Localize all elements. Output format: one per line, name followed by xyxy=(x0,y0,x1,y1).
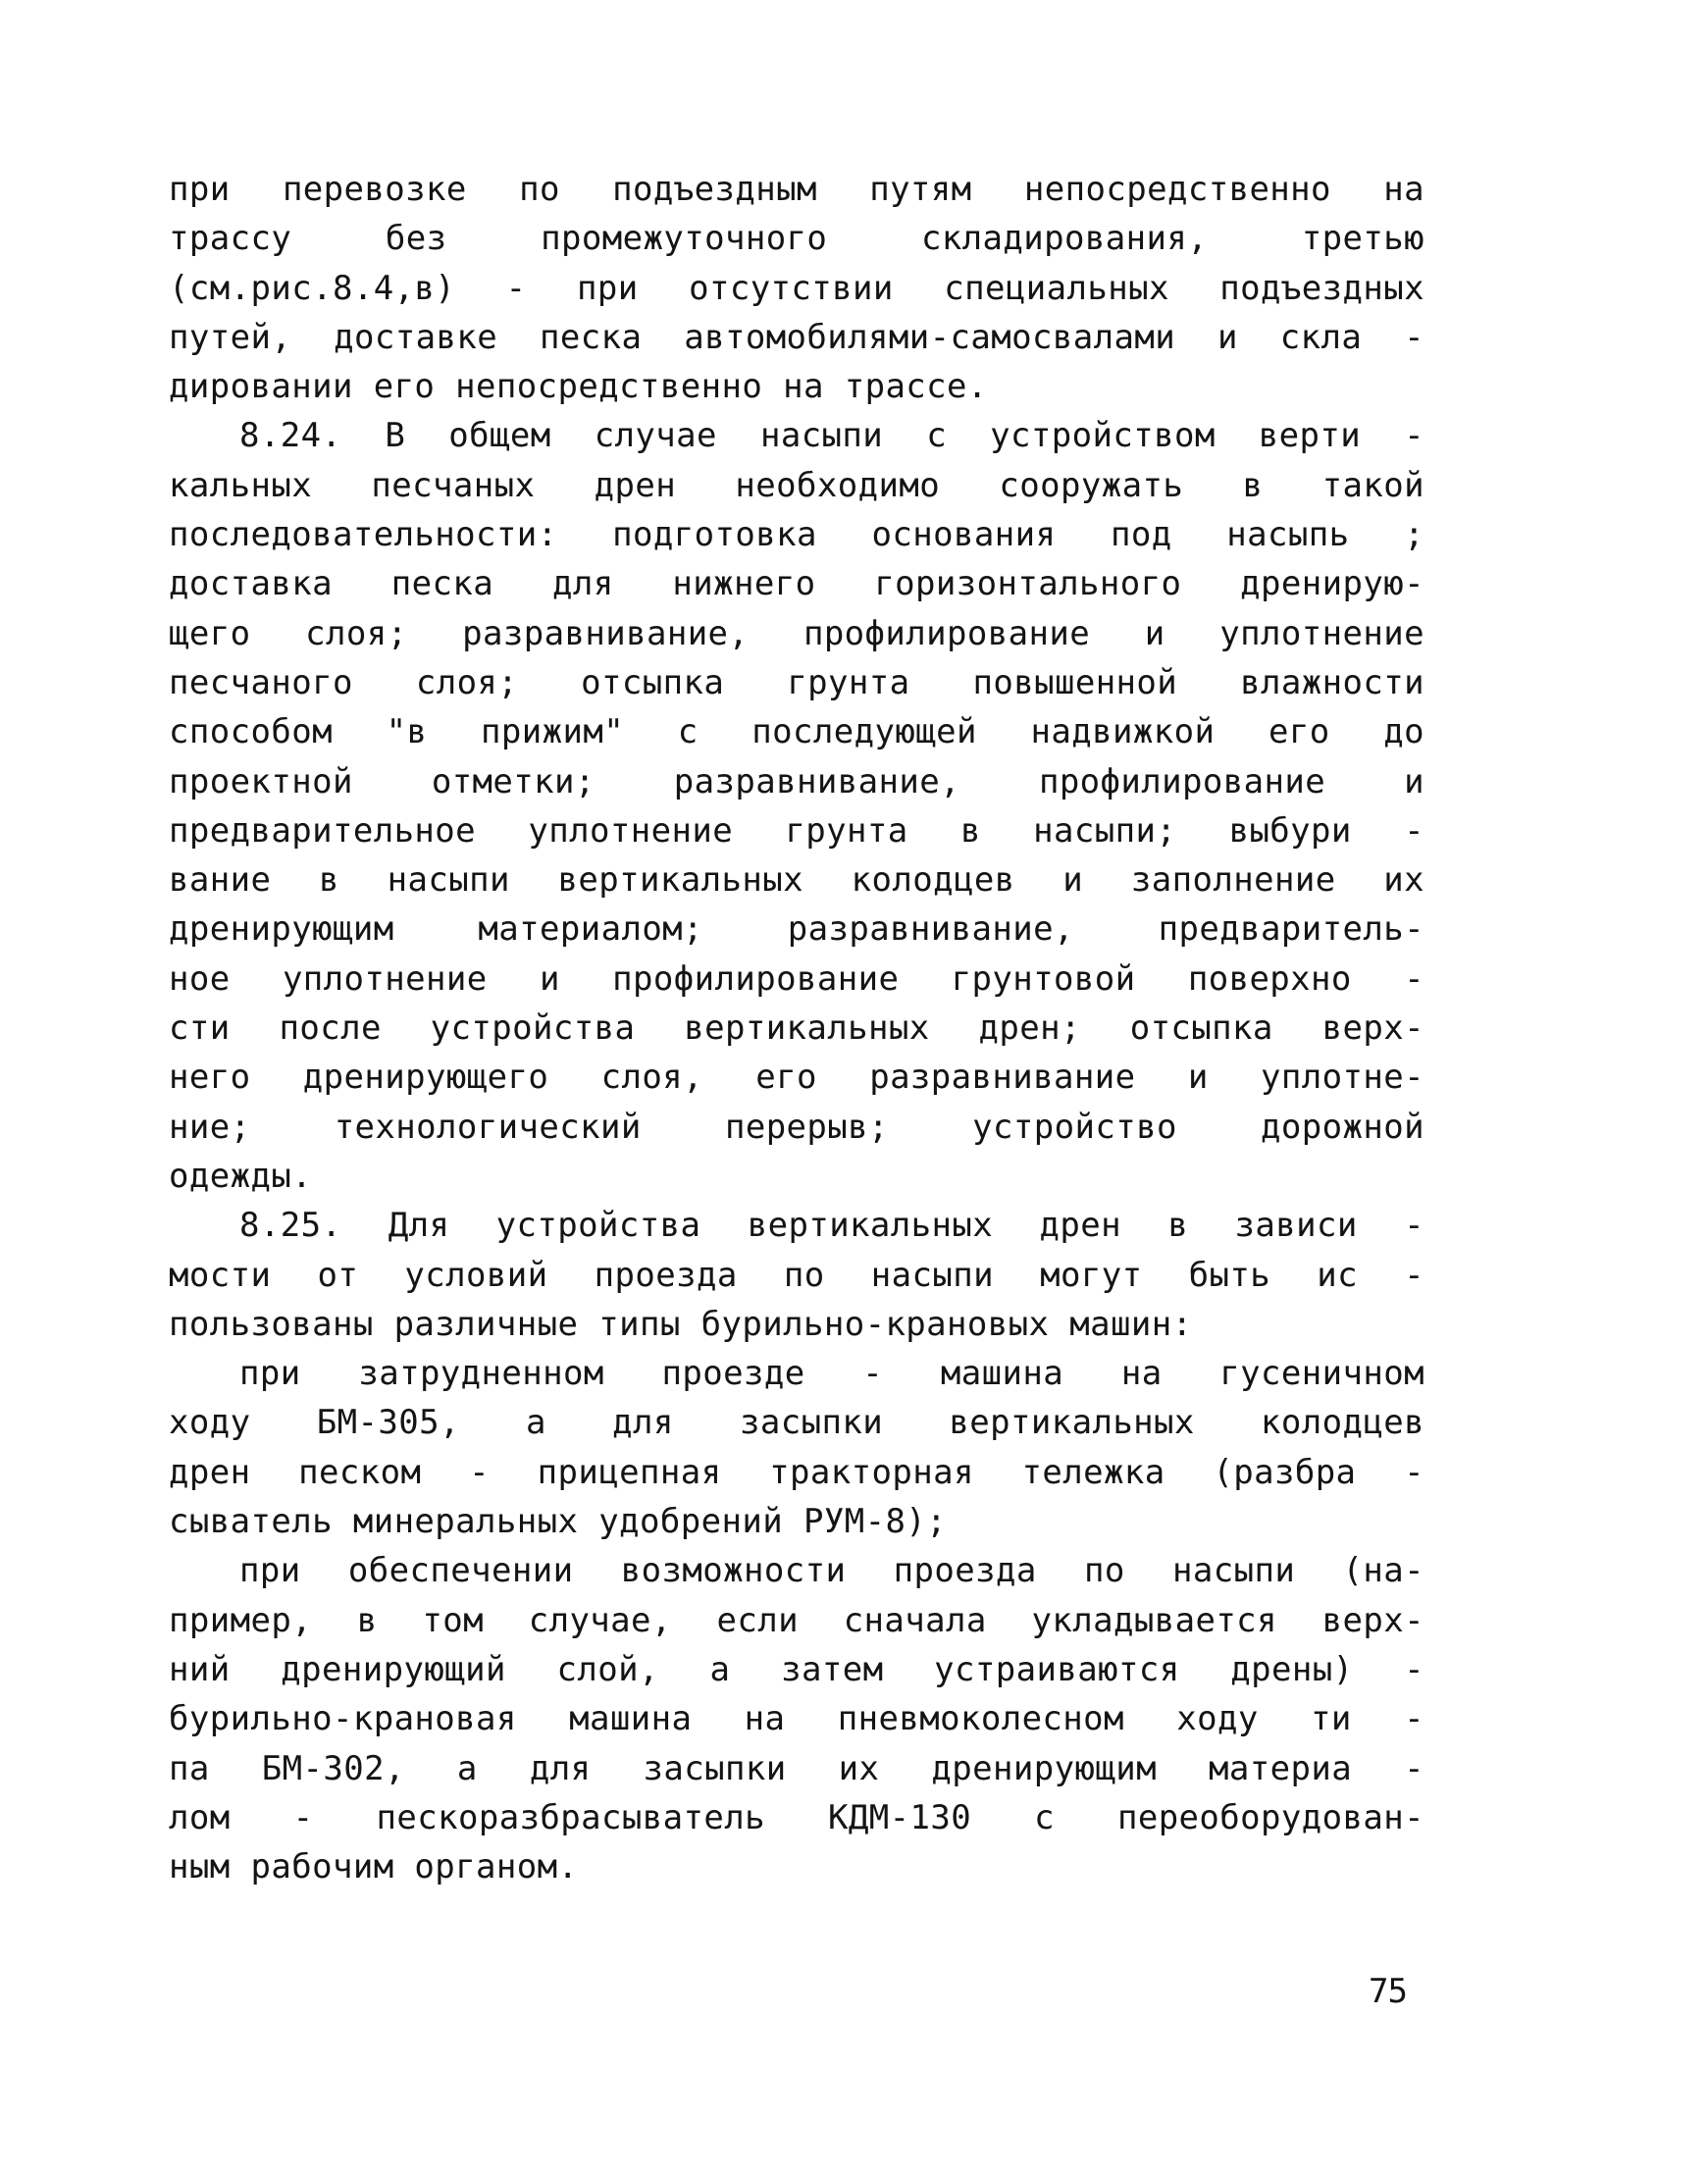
text-line: ние; технологический перерыв; устройство дорожной xyxy=(169,1107,1424,1147)
text-line: бурильно-крановая машина на пневмоколесном ходу ти - xyxy=(169,1699,1424,1739)
text-line: проектной отметки; разравнивание, профилирование и xyxy=(169,761,1424,801)
text-line: ное уплотнение и профилирование грунтовой поверхно - xyxy=(169,958,1424,999)
text-line: ходу БМ-305, а для засыпки вертикальных колодцев xyxy=(169,1403,1424,1443)
text-line: способом "в прижим" с последующей надвижкой его до xyxy=(169,712,1424,752)
text-line: трассу без промежуточного складирования, третью xyxy=(169,219,1424,259)
text-line: доставка песка для нижнего горизонтального дренирую- xyxy=(169,564,1424,604)
text-line: при перевозке по подъездным путям непосредственно на xyxy=(169,170,1424,209)
text-line: ний дренирующий слой, а затем устраиваются дрены) - xyxy=(169,1649,1424,1689)
text-line: последовательности: подготовка основания под насыпь ; xyxy=(169,515,1424,555)
text-line: одежды. xyxy=(169,1156,313,1196)
text-line: ным рабочим органом. xyxy=(169,1847,579,1887)
text-line: мости от условий проезда по насыпи могут быть ис - xyxy=(169,1255,1424,1295)
text-line: него дренирующего слоя, его разравнивание и уплотне- xyxy=(169,1058,1424,1098)
text-line: дренирующим материалом; разравнивание, предваритель- xyxy=(169,909,1424,950)
text-line: при обеспечении возможности проезда по насыпи (на- xyxy=(239,1551,1424,1591)
text-line: предварительное уплотнение грунта в насыпи; выбури - xyxy=(169,810,1424,851)
text-line: пример, в том случае, если сначала укладывается верх- xyxy=(169,1600,1424,1640)
text-line: (см.рис.8.4,в) - при отсутствии специальных подъездных xyxy=(169,268,1424,308)
text-line: лом - пескоразбрасыватель КДМ-130 с переоборудован- xyxy=(169,1797,1424,1837)
page-number: 75 xyxy=(1369,1972,1407,2011)
text-line: дировании его непосредственно на трассе. xyxy=(169,367,988,407)
text-line: при затрудненном проезде - машина на гусеничном xyxy=(239,1354,1424,1394)
text-line: сти после устройства вертикальных дрен; отсыпка верх- xyxy=(169,1008,1424,1049)
text-line: дрен песком - прицепная тракторная тележка (разбра - xyxy=(169,1452,1424,1492)
text-line: пользованы различные типы бурильно-крановых машин: xyxy=(169,1304,1193,1344)
text-line: 8.25. Для устройства вертикальных дрен в зависи - xyxy=(239,1206,1424,1246)
text-line: песчаного слоя; отсыпка грунта повышенной влажности xyxy=(169,662,1424,702)
text-line: кальных песчаных дрен необходимо сооружать в такой xyxy=(169,465,1424,505)
text-line: щего слоя; разравнивание, профилирование и уплотнение xyxy=(169,613,1424,653)
text-line: путей, доставке песка автомобилями-самосвалами и скла - xyxy=(169,317,1424,357)
text-line: па БМ-302, а для засыпки их дренирующим материа - xyxy=(169,1748,1424,1788)
text-line: сыватель минеральных удобрений РУМ-8); xyxy=(169,1502,948,1542)
body-text xyxy=(169,165,1424,1891)
text-line: вание в насыпи вертикальных колодцев и заполнение их xyxy=(169,860,1424,901)
text-line: 8.24. В общем случае насыпи с устройством верти - xyxy=(239,416,1424,456)
